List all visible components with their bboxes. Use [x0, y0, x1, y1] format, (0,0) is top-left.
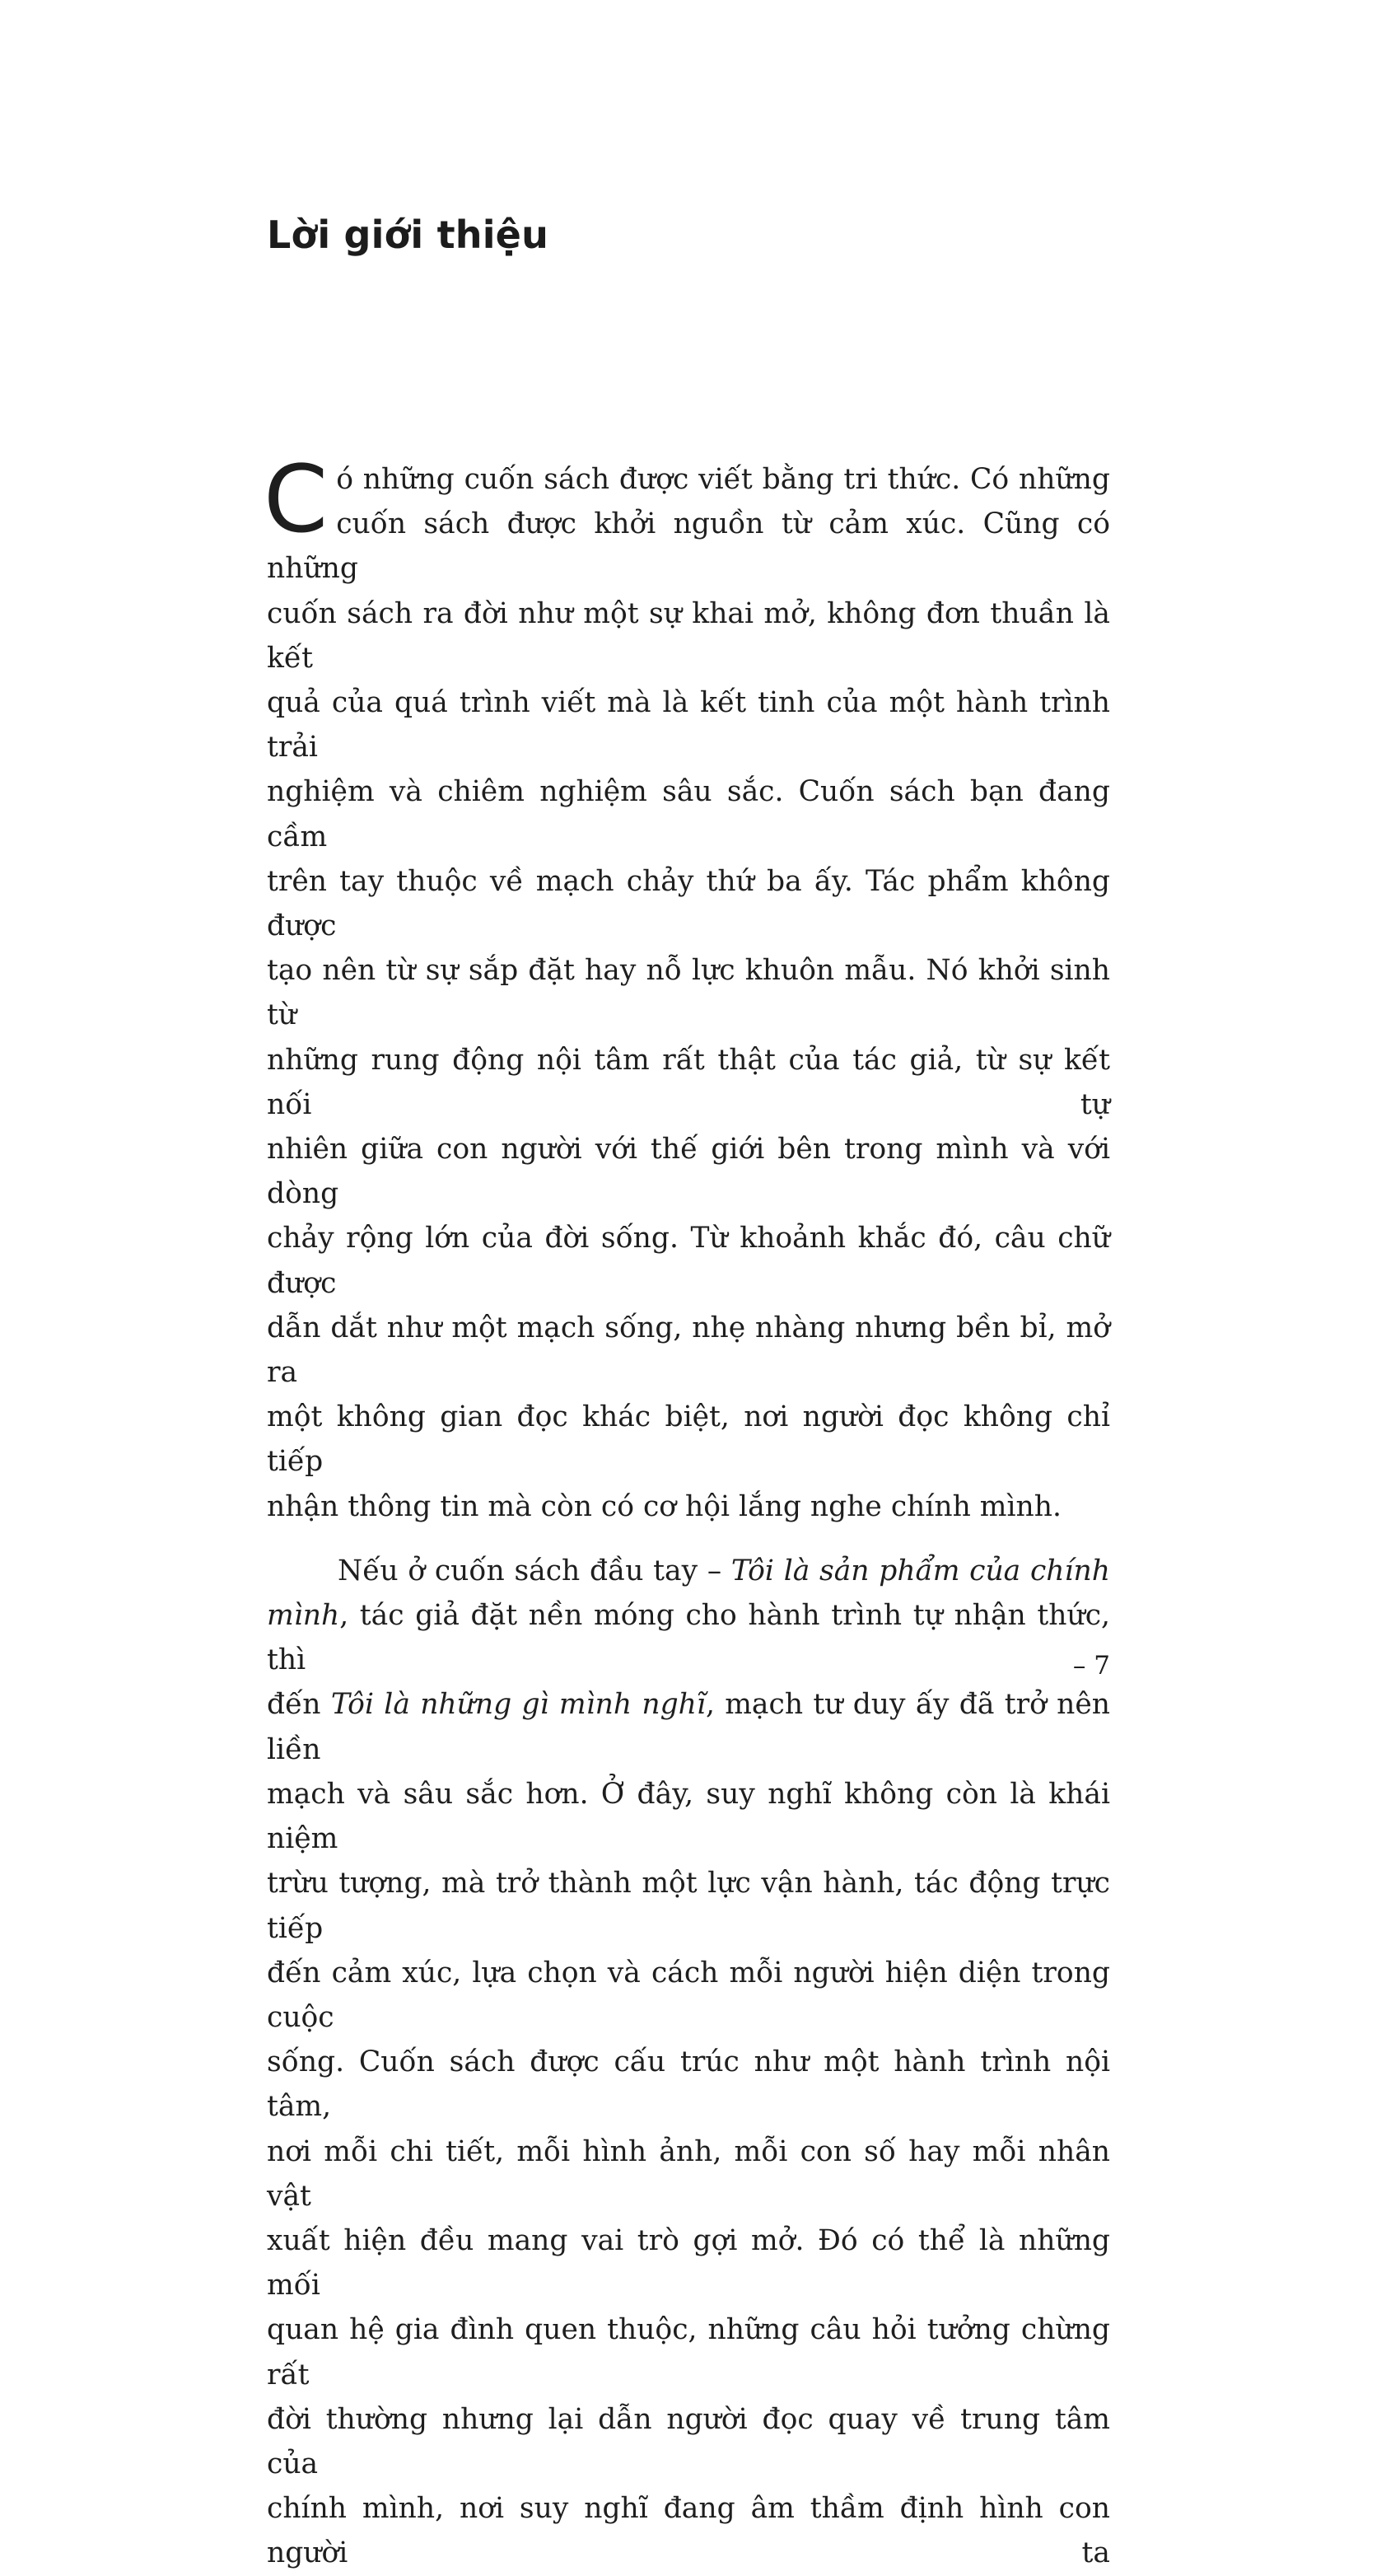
text-line: dẫn dắt như một mạch sống, nhẹ nhàng nhưng bền bỉ, mở ra [267, 1311, 1110, 1390]
text-line: nơi mỗi chi tiết, mỗi hình ảnh, mỗi con số hay mỗi nhân vật [267, 2134, 1110, 2213]
text-line: xuất hiện đều mang vai trò gợi mở. Đó có thể là những mối [267, 2223, 1110, 2303]
chapter-title: Lời giới thiệu [267, 213, 549, 257]
text-line: quan hệ gia đình quen thuộc, những câu hỏi tưởng chừng rất [267, 2313, 1110, 2391]
text-line [267, 1682, 1110, 1771]
drop-cap: C [264, 446, 329, 554]
text-line: sống. Cuốn sách được cấu trúc như một hành trình nội tâm, [267, 2045, 1110, 2124]
text-line: nhận thông tin mà còn có cơ hội lắng nghe chính mình. [267, 1489, 1062, 1523]
text-line [267, 1549, 1110, 1593]
text-run: Nếu ở cuốn sách đầu tay – [338, 1554, 731, 1587]
book-title-italic: Tôi là sản phẩm của chính [730, 1554, 1110, 1587]
text-line: chảy rộng lớn của đời sống. Từ khoảnh khắc đó, câu chữ được [267, 1222, 1110, 1300]
text-line: nhiên giữa con người với thế giới bên trong mình và với dòng [267, 1133, 1110, 1211]
text-run: , tác giả đặt nền móng cho hành trình tự nhận thức, thì [267, 1599, 1110, 1677]
text-line: một không gian đọc khác biệt, nơi người đọc không chỉ tiếp [267, 1400, 1110, 1479]
text-line: mạch và sâu sắc hơn. Ở đây, suy nghĩ không còn là khái niệm [267, 1777, 1110, 1856]
drop-cap-block [264, 446, 1110, 591]
text-line: đến cảm xúc, lựa chọn và cách mỗi người hiện diện trong cuộc [267, 1956, 1110, 2034]
text-line: cuốn sách ra đời như một sự khai mở, không đơn thuần là kết [267, 596, 1110, 675]
text-run: đến [267, 1688, 331, 1722]
text-line: ó những cuốn sách được viết bằng tri thức. Có những [336, 463, 1110, 496]
text-line: trên tay thuộc về mạch chảy thứ ba ấy. Tác phẩm không được [267, 864, 1110, 943]
text-line: những rung động nội tâm rất thật của tác giả, từ sự kết nối tự [267, 1043, 1110, 1121]
book-title-italic: Tôi là những gì mình nghĩ [330, 1688, 706, 1722]
paragraph-2 [267, 1549, 1110, 2576]
page-number: – 7 [1072, 1651, 1110, 1681]
book-title-italic: mình [267, 1599, 340, 1633]
text-line [267, 1593, 1110, 1682]
text-line: đời thường nhưng lại dẫn người đọc quay về trung tâm của [267, 2402, 1110, 2480]
text-line: chính mình, nơi suy nghĩ đang âm thầm định hình con người ta [267, 2492, 1110, 2570]
text-line: trừu tượng, mà trở thành một lực vận hành, tác động trực tiếp [267, 1867, 1110, 1945]
text-line: quả của quá trình viết mà là kết tinh của một hành trình trải [267, 686, 1110, 764]
body-text [264, 446, 1111, 2576]
text-line: nghiệm và chiêm nghiệm sâu sắc. Cuốn sách bạn đang cầm [267, 775, 1110, 853]
text-line: tạo nên từ sự sắp đặt hay nỗ lực khuôn mẫu. Nó khởi sinh từ [267, 954, 1110, 1032]
text-run: , mạch tư duy ấy đã trở nên liền [267, 1688, 1111, 1766]
paragraph-1 [264, 446, 1110, 1529]
text-line: cuốn sách được khởi nguồn từ cảm xúc. Cũng có những [267, 507, 1110, 586]
